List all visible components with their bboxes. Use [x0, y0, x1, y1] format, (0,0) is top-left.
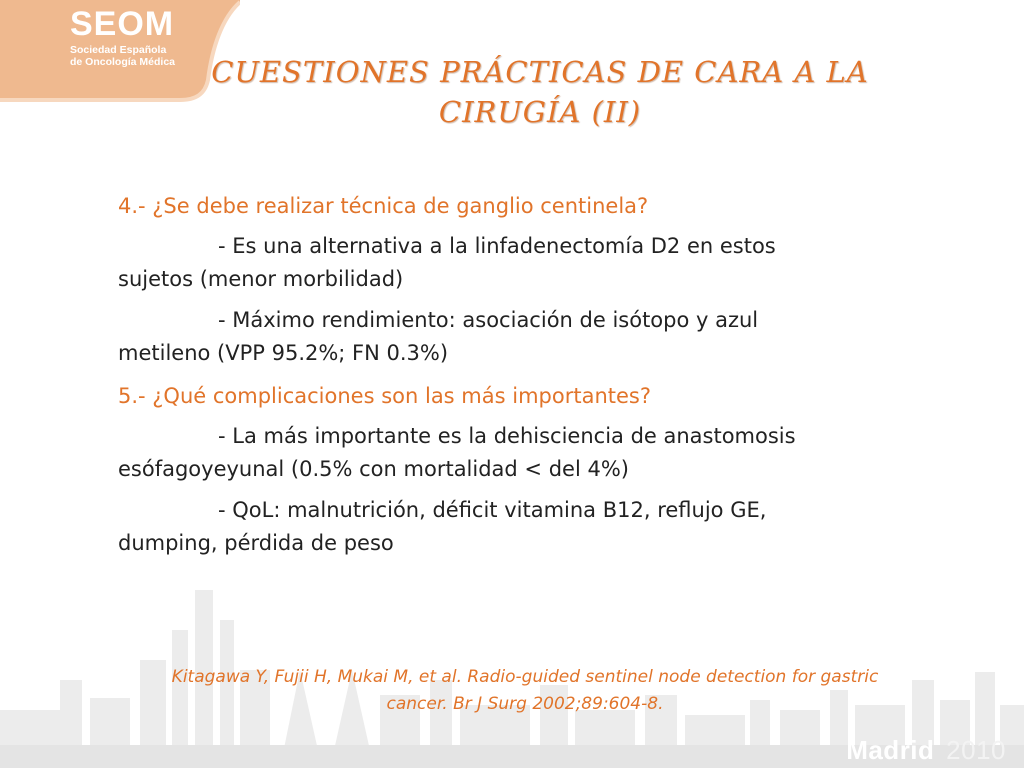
slide-title: [180, 52, 900, 132]
answer-4-1-line-1: - Es una alternativa a la linfadenectomía D2 en estos: [218, 234, 776, 258]
footer-year: 2010: [946, 735, 1006, 765]
answer-5-2-line-1: - QoL: malnutrición, déficit vitamina B12, reflujo GE,: [218, 498, 767, 522]
citation-line-1: Kitagawa Y, Fujii H, Mukai M, et al. Radio-guided sentinel node detection for gastric: [171, 667, 879, 687]
answer-4-2: [118, 304, 878, 370]
seom-logo: [70, 4, 175, 68]
logo-subtitle-1: Sociedad Española: [70, 44, 167, 56]
title-line-2: CIRUGÍA (II): [438, 95, 642, 129]
answer-4-1-line-2: sujetos (menor morbilidad): [118, 267, 404, 291]
answer-5-1-line-1: - La más importante es la dehisciencia de anastomosis: [218, 424, 796, 448]
question-5: 5.- ¿Qué complicaciones son las más importantes?: [118, 384, 651, 408]
title-line-1: CUESTIONES PRÁCTICAS DE CARA A LA: [211, 55, 869, 89]
answer-5-1: [118, 420, 878, 486]
answer-4-1: [118, 230, 878, 296]
answer-5-2: [118, 494, 878, 560]
footer-city: Madrid: [846, 735, 935, 765]
answer-4-2-line-2: metileno (VPP 95.2%; FN 0.3%): [118, 341, 449, 365]
slide-content: [118, 188, 878, 568]
answer-4-2-line-1: - Máximo rendimiento: asociación de isótopo y azul: [218, 308, 759, 332]
logo-name: SEOM: [70, 5, 175, 43]
question-4: 4.- ¿Se debe realizar técnica de ganglio centinela?: [118, 194, 649, 218]
madrid-footer: [846, 735, 1006, 766]
answer-5-1-line-2: esófagoyeyunal (0.5% con mortalidad < del 4%): [118, 457, 629, 481]
citation-line-2: cancer. Br J Surg 2002;89:604-8.: [386, 694, 664, 714]
answer-5-2-line-2: dumping, pérdida de peso: [118, 531, 394, 555]
citation: [110, 664, 940, 718]
logo-subtitle-2: de Oncología Médica: [70, 56, 176, 68]
